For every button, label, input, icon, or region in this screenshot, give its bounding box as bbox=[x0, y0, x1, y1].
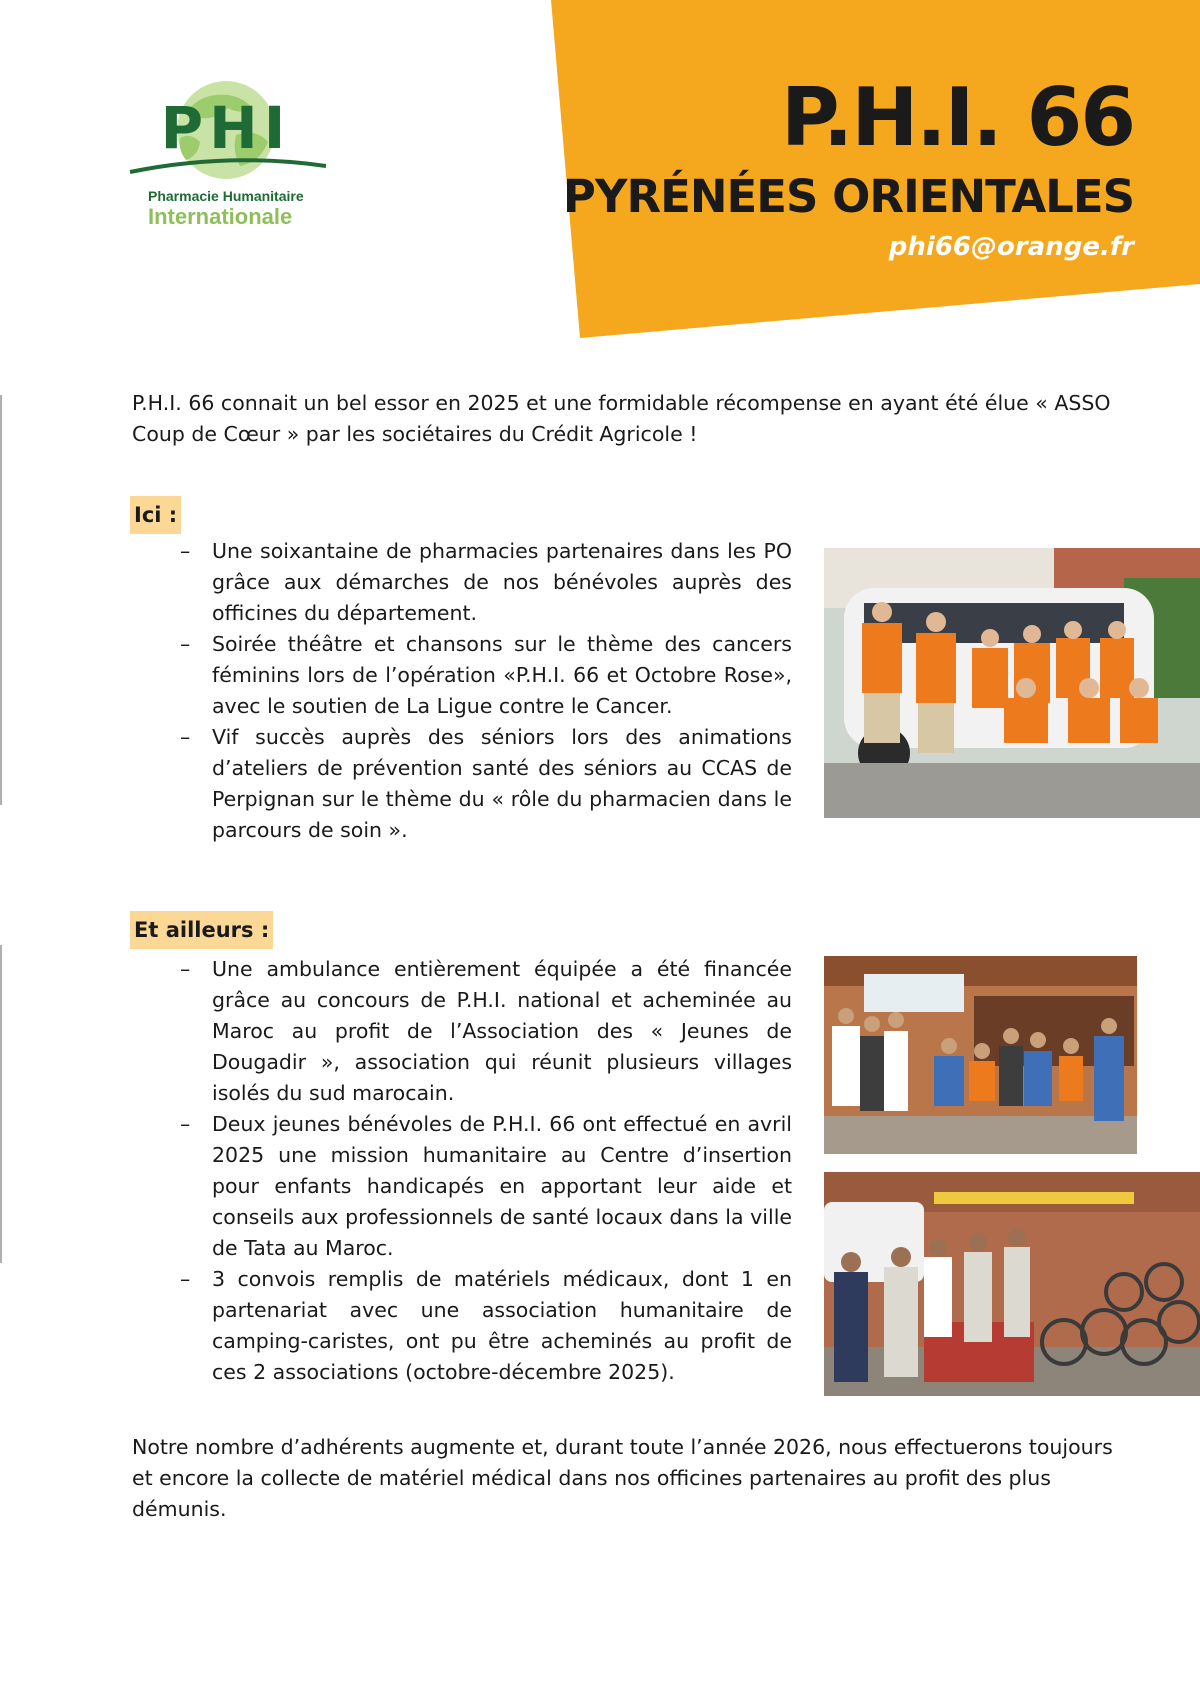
bullet-dash: – bbox=[180, 1267, 191, 1291]
bullet-dash: – bbox=[180, 539, 191, 563]
list-item-text: Soirée théâtre et chansons sur le thème des cancers féminins lors de l’opération «P.H.I. 66 et Octobre Rose», avec le soutien de La Ligue contre le Cancer. bbox=[212, 632, 792, 718]
intro-paragraph: P.H.I. 66 connait un bel essor en 2025 et une formidable récompense en ayant été élue « ASSO Coup de Cœur » par les sociétaires du Crédit Agricole ! bbox=[132, 391, 1111, 446]
list-item bbox=[180, 1109, 792, 1264]
photo-volunteers bbox=[824, 548, 1200, 818]
contact-email[interactable]: phi66@orange.fr bbox=[888, 232, 1134, 262]
bullet-list-ici bbox=[180, 536, 792, 846]
bullet-dash: – bbox=[180, 957, 191, 981]
photo-morocco-group bbox=[824, 956, 1137, 1154]
bullet-dash: – bbox=[180, 632, 191, 656]
section-heading-ici: Ici : bbox=[130, 496, 181, 534]
page-title: P.H.I. 66 bbox=[780, 71, 1134, 164]
bullet-dash: – bbox=[180, 1112, 191, 1136]
phi-logo bbox=[128, 80, 338, 230]
page-subtitle: PYRÉNÉES ORIENTALES bbox=[562, 170, 1134, 223]
globe-icon bbox=[128, 80, 338, 190]
section-heading-ailleurs: Et ailleurs : bbox=[130, 911, 273, 949]
list-item-text: 3 convois remplis de matériels médicaux, dont 1 en partenariat avec une association humanitaire de camping-caristes, ont pu être acheminés au profit de ces 2 associations (octobre-décembre 2025). bbox=[212, 1267, 792, 1384]
margin-rule bbox=[0, 945, 2, 1263]
closing-paragraph: Notre nombre d’adhérents augmente et, durant toute l’année 2026, nous effectuerons toujours et encore la collecte de matériel médical dans nos officines partenaires au profit des plus démunis. bbox=[132, 1435, 1113, 1521]
logo-name-line1: Pharmacie Humanitaire bbox=[148, 188, 304, 204]
bullet-dash: – bbox=[180, 725, 191, 749]
list-item-text: Deux jeunes bénévoles de P.H.I. 66 ont effectué en avril 2025 une mission humanitaire au Centre d’insertion pour enfants handicapés en apportant leur aide et conseils aux professionnels de santé locaux dans la ville de Tata au Maroc. bbox=[212, 1112, 792, 1260]
logo-name-line2: Internationale bbox=[148, 204, 293, 229]
photo-medical-equipment bbox=[824, 1172, 1200, 1396]
list-item-text: Une ambulance entièrement équipée a été financée grâce au concours de P.H.I. national et acheminée au Maroc au profit de l’Association des « Jeunes de Dougadir », association qui réunit plusieurs villages isolés du sud marocain. bbox=[212, 957, 792, 1105]
list-item bbox=[180, 629, 792, 722]
banner-shape bbox=[551, 0, 1200, 338]
logo-letters: PHI bbox=[160, 94, 292, 162]
list-item-text: Vif succès auprès des séniors lors des animations d’ateliers de prévention santé des séniors au CCAS de Perpignan sur le thème du « rôle du pharmacien dans le parcours de soin ». bbox=[212, 725, 792, 842]
list-item bbox=[180, 954, 792, 1109]
list-item bbox=[180, 536, 792, 629]
list-item-text: Une soixantaine de pharmacies partenaires dans les PO grâce aux démarches de nos bénévoles auprès des officines du département. bbox=[212, 539, 792, 625]
bullet-list-ailleurs bbox=[180, 954, 792, 1388]
list-item bbox=[180, 722, 792, 846]
margin-rule bbox=[0, 395, 2, 805]
list-item bbox=[180, 1264, 792, 1388]
